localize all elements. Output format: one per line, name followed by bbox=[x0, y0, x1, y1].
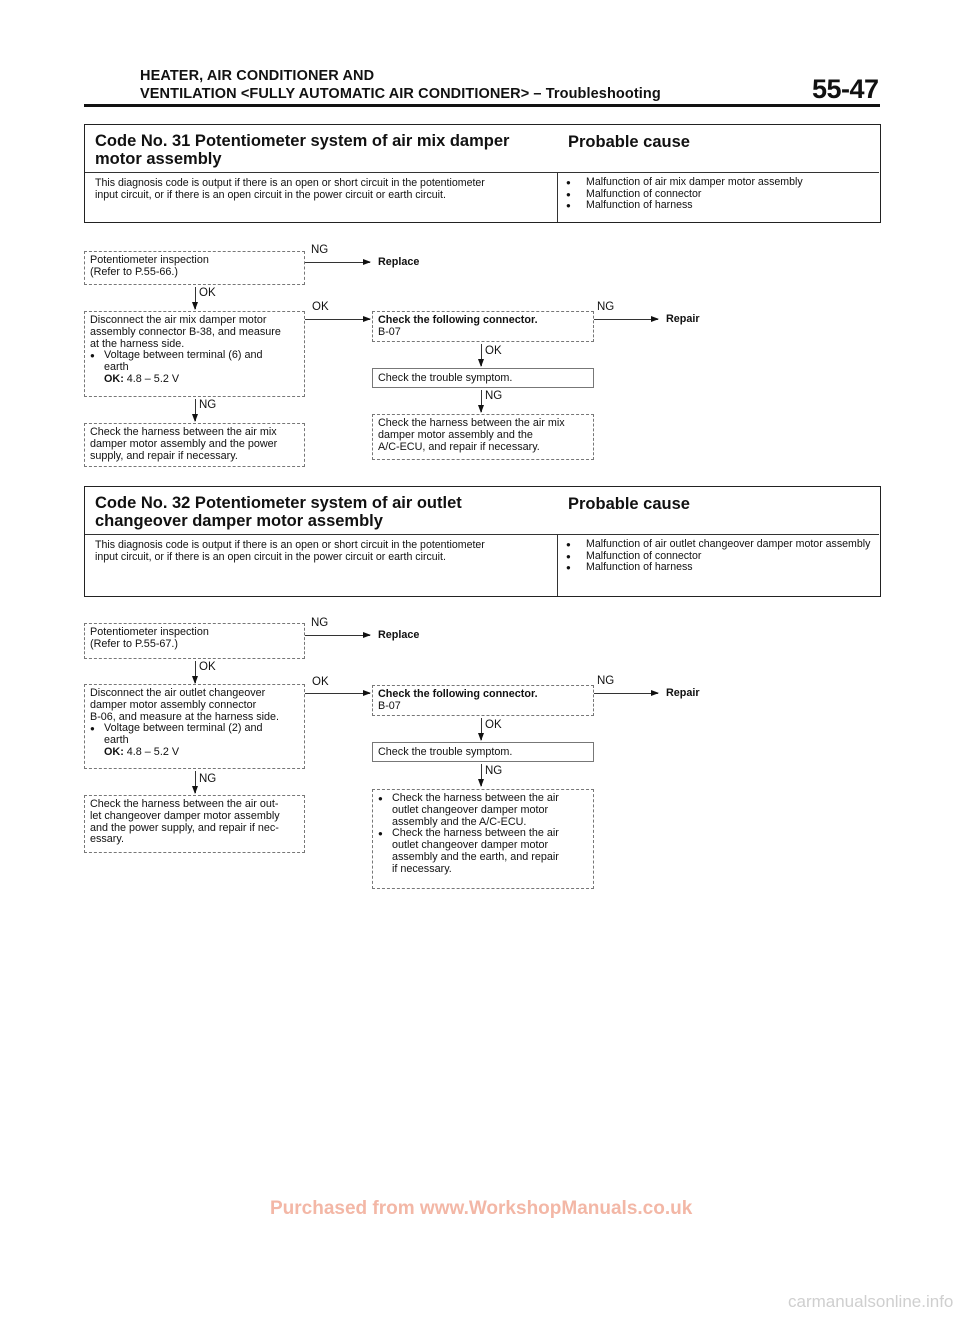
code31-arrow-ng-4 bbox=[195, 399, 196, 421]
code32-repair-label: Repair bbox=[666, 687, 700, 699]
code31-description: This diagnosis code is output if there is an open or short circuit in the potentiometer input circuit, or if there is an open circuit in the power circuit or earth circuit. bbox=[95, 177, 485, 201]
code31-divider bbox=[85, 172, 879, 173]
code31-ng-label-4: NG bbox=[199, 399, 217, 411]
code32-replace-label: Replace bbox=[378, 629, 420, 641]
code32-arrow-ng-4 bbox=[195, 771, 196, 793]
code32-arrow-repair bbox=[594, 693, 658, 694]
code32-ng-label-4: NG bbox=[199, 773, 217, 785]
code32-connector-box: Check the following connector. B-07 bbox=[372, 685, 594, 716]
code32-ok-label-2: OK bbox=[312, 676, 329, 688]
code31-ng-label-2: NG bbox=[597, 301, 615, 313]
code31-title-line2: motor assembly bbox=[95, 150, 222, 168]
code31-cause-heading: Probable cause bbox=[568, 133, 690, 151]
code32-divider bbox=[85, 534, 879, 535]
header-rule bbox=[84, 104, 880, 107]
code31-ok-label-2: OK bbox=[312, 301, 329, 313]
code31-replace-label: Replace bbox=[378, 256, 420, 268]
code32-box bbox=[84, 486, 881, 597]
code31-box bbox=[84, 124, 881, 223]
code31-col-divider bbox=[557, 172, 558, 222]
code32-ok-label-3: OK bbox=[485, 719, 502, 731]
code31-connector-box: Check the following connector. B-07 bbox=[372, 311, 594, 342]
code31-ng-label-1: NG bbox=[311, 244, 329, 256]
watermark: carmanualsonline.info bbox=[788, 1292, 954, 1311]
list-item: ● Malfunction of connector bbox=[566, 551, 876, 563]
code31-arrow-repair bbox=[594, 319, 658, 320]
code31-title-line1: Code No. 31 Potentiometer system of air mix damper bbox=[95, 132, 510, 150]
code31-arrow-replace bbox=[305, 262, 370, 263]
code31-disconnect-box: Disconnect the air mix damper motor assembly connector B-38, and measure at the harness side. ● Voltage between terminal (6) and earth OK: 4.8 – 5.2 V bbox=[84, 311, 305, 397]
code32-title-line1: Code No. 32 Potentiometer system of air outlet bbox=[95, 494, 462, 512]
code32-disconnect-box: Disconnect the air outlet changeover damper motor assembly connector B-06, and measure at the harness side. ● Voltage between terminal (2) and earth OK: 4.8 – 5.2 V bbox=[84, 684, 305, 769]
list-item: ● Malfunction of harness bbox=[566, 200, 866, 212]
code32-arrow-ok-1 bbox=[195, 661, 196, 683]
list-item: ● Malfunction of connector bbox=[566, 189, 866, 201]
code32-arrow-ok-3 bbox=[481, 718, 482, 740]
code32-ok-label-1: OK bbox=[199, 661, 216, 673]
code32-cause-list bbox=[566, 539, 876, 574]
code31-ok-label-1: OK bbox=[199, 287, 216, 299]
code31-arrow-connector bbox=[305, 319, 370, 320]
code32-arrow-ng-3 bbox=[481, 764, 482, 786]
code32-ng-label-1: NG bbox=[311, 617, 329, 629]
code31-arrow-ng-3 bbox=[481, 390, 482, 412]
code31-ng-label-3: NG bbox=[485, 390, 503, 402]
code31-cause-list bbox=[566, 177, 866, 212]
code32-cause-heading: Probable cause bbox=[568, 495, 690, 513]
code31-ok-label-3: OK bbox=[485, 345, 502, 357]
code32-harness-power-box: Check the harness between the air out- let changeover damper motor assembly and the power supply, and repair if nec- essary. bbox=[84, 795, 305, 853]
code31-repair-label: Repair bbox=[666, 313, 700, 325]
code32-inspect-box: Potentiometer inspection (Refer to P.55-67.) bbox=[84, 623, 305, 659]
code32-arrow-connector bbox=[305, 693, 370, 694]
code32-title-line2: changeover damper motor assembly bbox=[95, 512, 383, 530]
purchased-footer: Purchased from www.WorkshopManuals.co.uk bbox=[270, 1198, 693, 1219]
header-title-line2: VENTILATION <FULLY AUTOMATIC AIR CONDITIONER> – Troubleshooting bbox=[140, 86, 661, 102]
code32-description: This diagnosis code is output if there is an open or short circuit in the potentiometer input circuit, or if there is an open circuit in the power circuit or earth circuit. bbox=[95, 539, 485, 563]
header-title-line1: HEATER, AIR CONDITIONER AND bbox=[140, 68, 375, 84]
code32-symptom-box: Check the trouble symptom. bbox=[372, 742, 594, 762]
code31-arrow-ok-3 bbox=[481, 344, 482, 366]
list-item: ● Malfunction of air outlet changeover damper motor assembly bbox=[566, 539, 876, 551]
code32-ng-label-2: NG bbox=[597, 675, 615, 687]
code31-inspect-box: Potentiometer inspection (Refer to P.55-66.) bbox=[84, 251, 305, 285]
code31-harness-power-box: Check the harness between the air mix damper motor assembly and the power supply, and repair if necessary. bbox=[84, 423, 305, 467]
code31-symptom-box: Check the trouble symptom. bbox=[372, 368, 594, 388]
list-item: ● Malfunction of harness bbox=[566, 562, 876, 574]
code32-harness-ecu-box: ● Check the harness between the air outlet changeover damper motor assembly and the A/C-ECU. ● Check the harness between the air outlet changeover damper motor assembly and the earth, and repair if necessary. bbox=[372, 789, 594, 889]
code31-arrow-ok-1 bbox=[195, 287, 196, 309]
code31-harness-ecu-box: Check the harness between the air mix damper motor assembly and the A/C-ECU, and repair if necessary. bbox=[372, 414, 594, 460]
page-number: 55-47 bbox=[812, 74, 879, 104]
code32-col-divider bbox=[557, 534, 558, 596]
list-item: ● Malfunction of air mix damper motor assembly bbox=[566, 177, 866, 189]
code32-ng-label-3: NG bbox=[485, 765, 503, 777]
code32-arrow-replace bbox=[305, 635, 370, 636]
